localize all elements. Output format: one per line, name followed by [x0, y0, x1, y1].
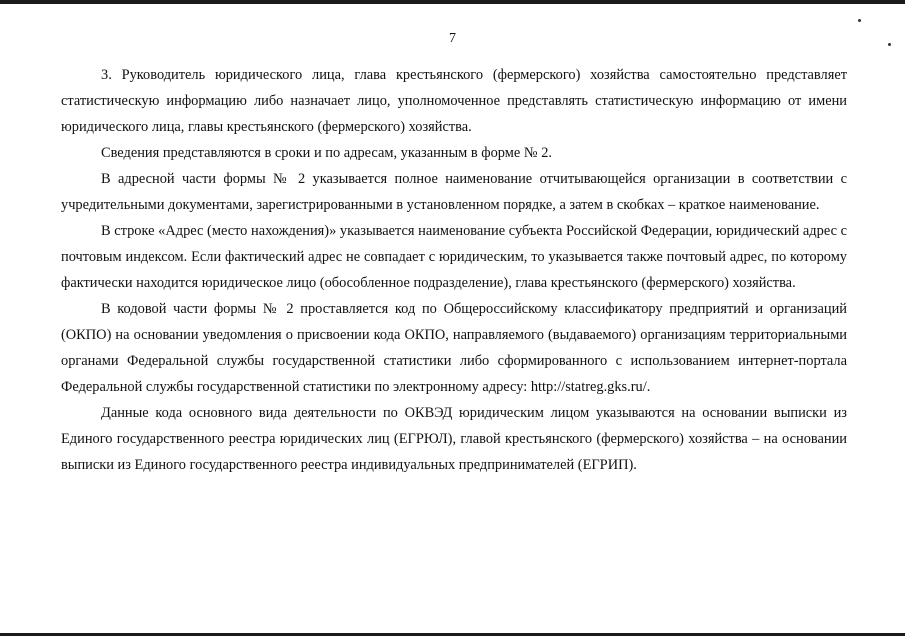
paragraph-responsible-person: 3. Руководитель юридического лица, глава крестьянского (фермерского) хозяйства самостоятельно представляет статистическую информацию либо назначает лицо, уполномоченное представлять статистическую информацию от имени юридического лица, главы крестьянского (фермерского) хозяйства.: [61, 67, 847, 135]
paragraph-okved-code: Данные кода основного вида деятельности по ОКВЭД юридическим лицом указываются на основании выписки из Единого государственного реестра юридических лиц (ЕГРЮЛ), главой крестьянского (фермерского) хозяйства – на основании выписки из Единого государственного реестра индивидуальных предпринимателей (ЕГРИП).: [61, 405, 847, 473]
paragraph-deadlines: Сведения представляются в сроки и по адресам, указанным в форме № 2.: [101, 145, 552, 161]
top-border-line: [0, 0, 905, 4]
paragraph-location-address: В строке «Адрес (место нахождения)» указывается наименование субъекта Российской Федерации, юридический адрес с почтовым индексом. Если фактический адрес не совпадает с юридическим, то указывается также почтовый адрес, по которому фактически находится юридическое лицо (обособленное подразделение), глава крестьянского (фермерского) хозяйства.: [61, 223, 847, 291]
paragraph-okpo-code: В кодовой части формы № 2 проставляется код по Общероссийскому классификатору предприятий и организаций (ОКПО) на основании уведомления о присвоении кода ОКПО, направляемого (выдаваемого) организациям территориальными органами Федеральной службы государственной статистики либо сформированного с использованием интернет-портала Федеральной службы государственной статистики по электронному адресу: http://statreg.gks.ru/.: [61, 301, 847, 395]
scan-speck: [858, 19, 861, 22]
document-body: [61, 62, 847, 478]
paragraph-address-part: В адресной части формы № 2 указывается полное наименование отчитывающейся организации в соответствии с учредительными документами, зарегистрированными в установленном порядке, а затем в скобках – краткое наименование.: [61, 171, 847, 213]
page-number: 7: [449, 31, 456, 46]
bottom-border-line: [0, 633, 905, 636]
